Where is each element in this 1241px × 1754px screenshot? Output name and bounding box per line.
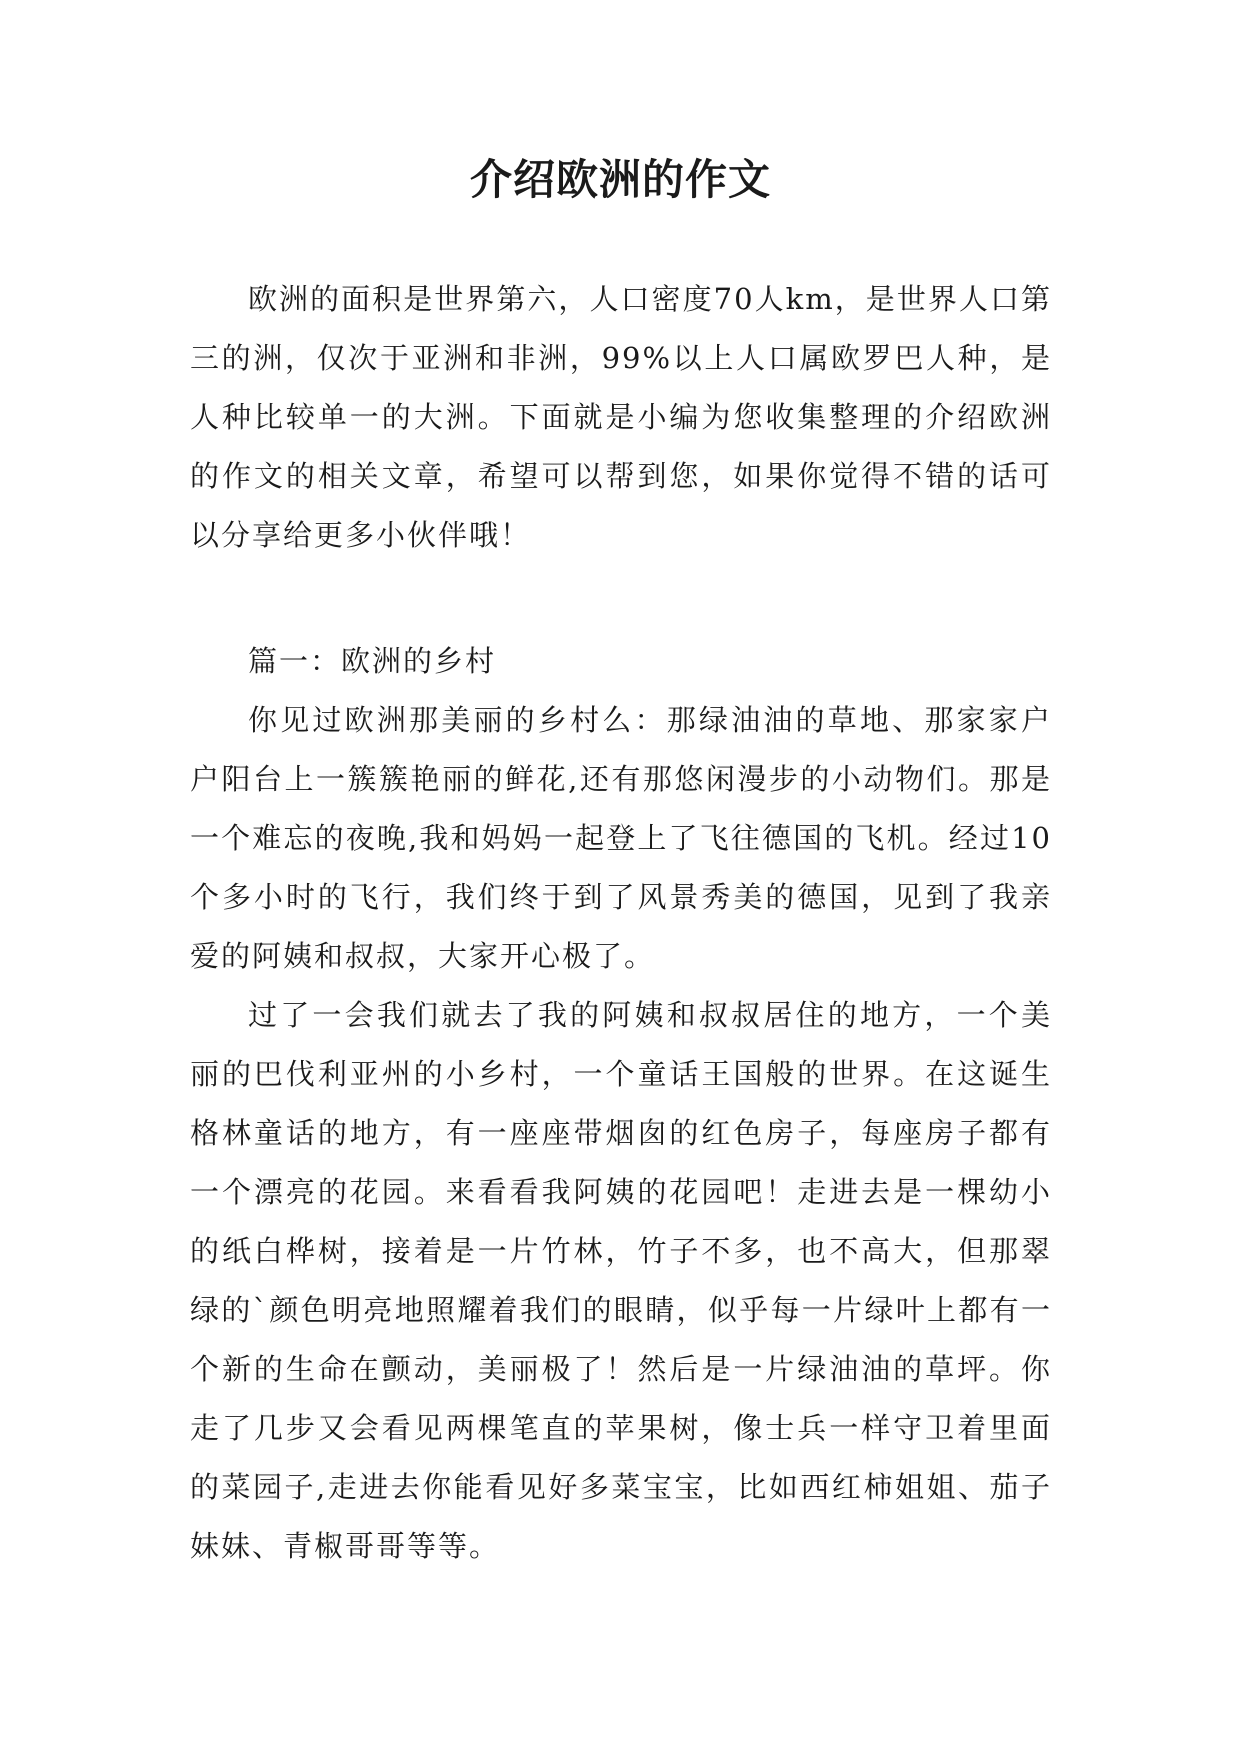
intro-block (190, 270, 1052, 565)
section-heading: 篇一：欧洲的乡村 (248, 644, 497, 678)
intro-paragraph: 欧洲的面积是世界第六，人口密度70人km，是世界人口第三的洲，仅次于亚洲和非洲，99%以上人口属欧罗巴人种，是人种比较单一的大洲。下面就是小编为您收集整理的介绍欧洲的作文的相关文章，希望可以帮到您，如果你觉得不错的话可以分享给更多小伙伴哦！ (190, 282, 1052, 552)
section-block (190, 632, 1052, 1576)
document-title: 介绍欧洲的作文 (469, 155, 771, 204)
body-paragraph: 你见过欧洲那美丽的乡村么：那绿油油的草地、那家家户户阳台上一簇簇艳丽的鲜花,还有那悠闲漫步的小动物们。那是一个难忘的夜晚,我和妈妈一起登上了飞往德国的飞机。经过10个多小时的飞行，我们终于到了风景秀美的德国，见到了我亲爱的阿姨和叔叔，大家开心极了。 (190, 703, 1052, 973)
body-paragraph: 过了一会我们就去了我的阿姨和叔叔居住的地方，一个美丽的巴伐利亚州的小乡村，一个童话王国般的世界。在这诞生格林童话的地方，有一座座带烟囱的红色房子，每座房子都有一个漂亮的花园。来看看我阿姨的花园吧！走进去是一棵幼小的纸白桦树，接着是一片竹林，竹子不多，也不高大，但那翠绿的`颜色明亮地照耀着我们的眼睛，似乎每一片绿叶上都有一个新的生命在颤动，美丽极了！然后是一片绿油油的草坪。你走了几步又会看见两棵笔直的苹果树，像士兵一样守卫着里面的菜园子,走进去你能看见好多菜宝宝，比如西红柿姐姐、茄子妹妹、青椒哥哥等等。 (190, 998, 1052, 1563)
